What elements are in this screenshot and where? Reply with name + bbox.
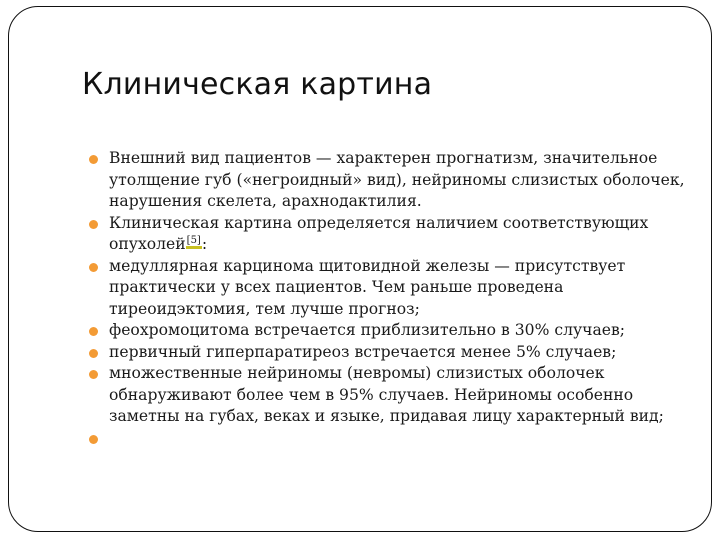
bullet-dot-icon bbox=[89, 220, 98, 229]
slide-frame bbox=[8, 6, 712, 532]
bullet-item bbox=[89, 428, 689, 450]
bullet-item bbox=[89, 363, 689, 428]
bullet-item bbox=[89, 342, 689, 364]
bullet-dot-icon bbox=[89, 263, 98, 272]
bullet-dot-icon bbox=[89, 370, 98, 379]
bullet-item bbox=[89, 320, 689, 342]
bullet-text bbox=[109, 429, 114, 447]
bullet-dot-icon bbox=[89, 349, 98, 358]
bullet-dot-icon bbox=[89, 155, 98, 164]
slide-title: Клиническая картина bbox=[82, 67, 433, 102]
bullet-item bbox=[89, 213, 689, 256]
bullet-item bbox=[89, 256, 689, 321]
reference-link[interactable]: [5] bbox=[186, 236, 202, 249]
bullet-text-tail: : bbox=[201, 235, 208, 253]
bullet-list bbox=[89, 148, 689, 449]
bullet-text: первичный гиперпаратиреоз встречается менее 5% случаев; bbox=[109, 342, 617, 361]
bullet-text: Клиническая картина определяется наличием соответствующих опухолей bbox=[109, 213, 649, 253]
bullet-text: множественные нейриномы (невромы) слизистых оболочек обнаруживают более чем в 95% случаев. Нейриномы особенно заметны на губах, веках и языке, придавая лицу характерный вид; bbox=[109, 364, 664, 425]
bullet-text: медуллярная карцинома щитовидной железы — присутствует практически у всех пациентов. Чем раньше проведена тиреоидэктомия, тем лучше прогноз; bbox=[109, 256, 626, 318]
bullet-dot-icon bbox=[89, 327, 98, 336]
bullet-text: феохромоцитома встречается приблизительно в 30% случаев; bbox=[109, 321, 626, 339]
bullet-text: Внешний вид пациентов — характерен прогнатизм, значительное утолщение губ («негроидный» вид), нейриномы слизистых оболочек, нарушения скелета, арахнодактилия. bbox=[109, 149, 685, 210]
bullet-dot-icon bbox=[89, 435, 98, 444]
bullet-item bbox=[89, 148, 689, 213]
